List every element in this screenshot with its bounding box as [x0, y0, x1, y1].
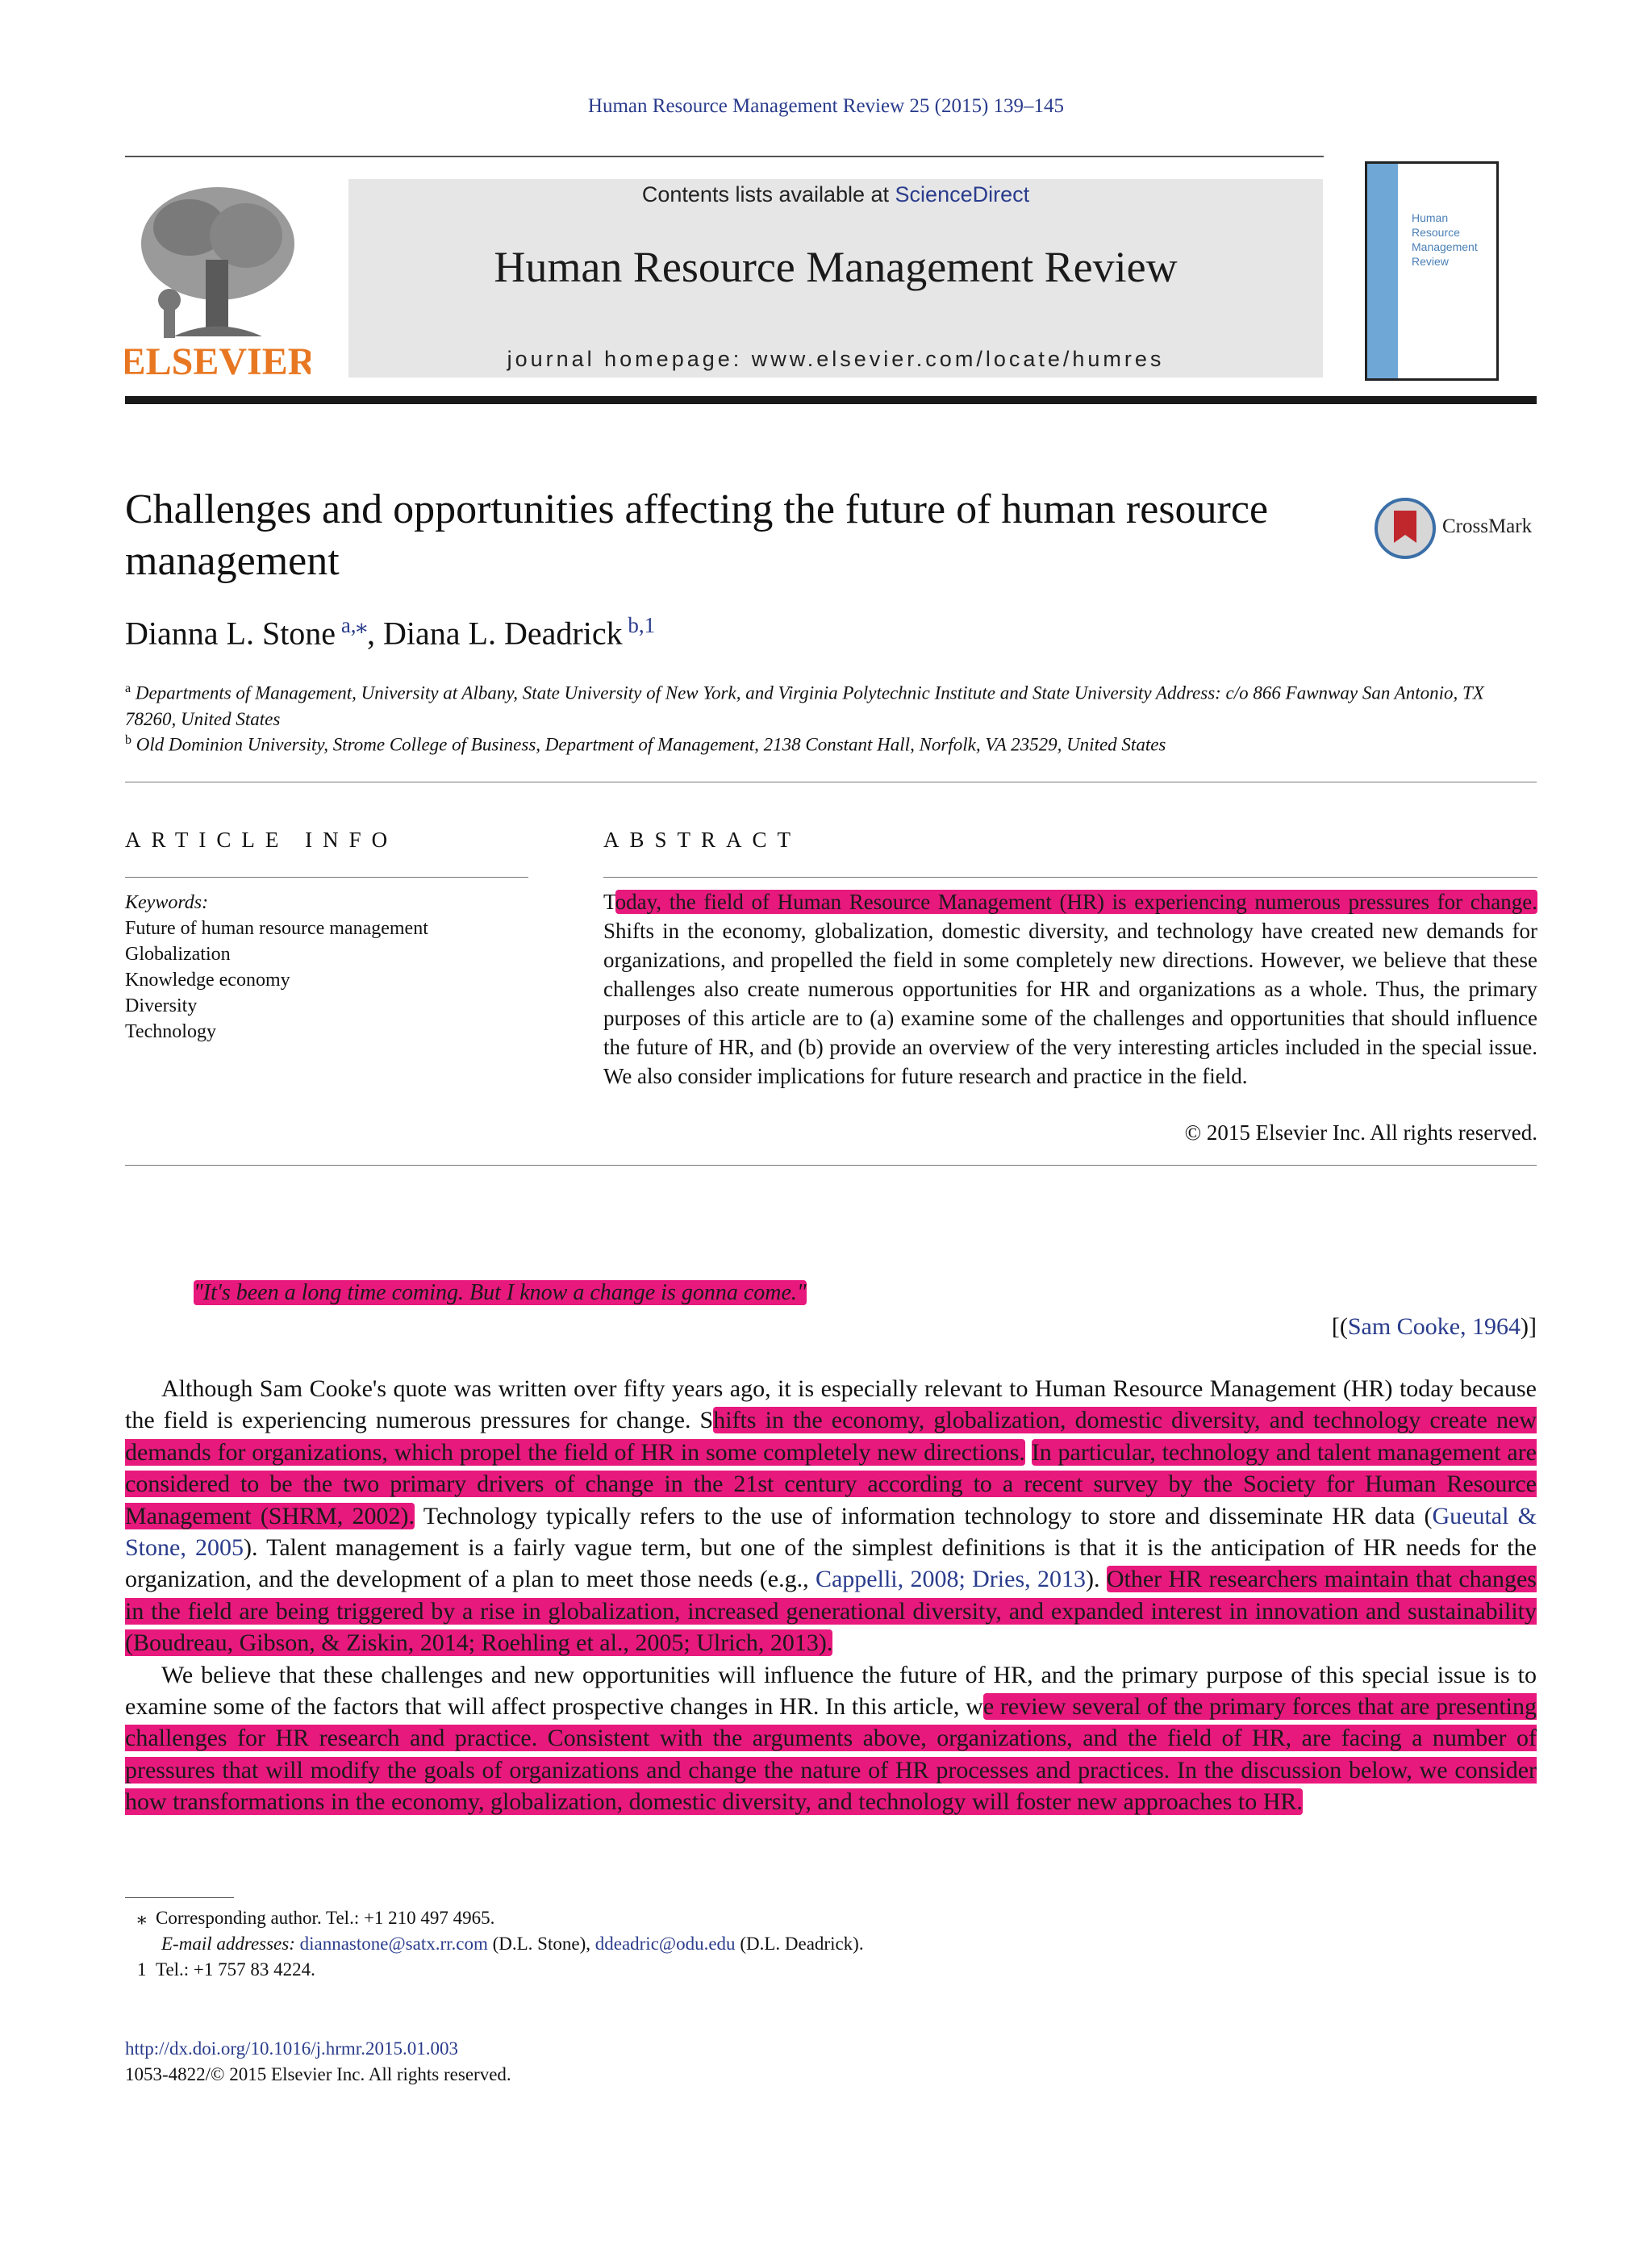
contents-prefix: Contents lists available at	[641, 182, 895, 207]
author-affil-mark[interactable]: a,⁎	[336, 613, 368, 637]
footnote-mark: ⁎	[137, 1908, 147, 1928]
journal-homepage[interactable]: journal homepage: www.elsevier.com/locate/humres	[507, 347, 1165, 371]
journal-citation[interactable]: Human Resource Management Review 25 (2015) 139–145	[587, 95, 1065, 117]
email-link[interactable]: diannastone@satx.rr.com	[299, 1934, 488, 1954]
crossmark-badge[interactable]	[1373, 496, 1542, 561]
body-text	[125, 1373, 1537, 1818]
epigraph-citation	[125, 1313, 1537, 1341]
header-thick-bar	[125, 396, 1537, 404]
cover-title-line: Management	[1412, 240, 1478, 253]
doi-link[interactable]: http://dx.doi.org/10.1016/j.hrmr.2015.01.003	[125, 2038, 458, 2059]
affil-text: Departments of Management, University at Albany, State University of New York, and Virginia Polytechnic Institute and State University Address: c/o 866 Fawnway San Antonio, TX 78260, United States	[125, 682, 1484, 729]
bracket: [(	[1331, 1313, 1348, 1340]
issn-line: 1053-4822/© 2015 Elsevier Inc. All rights reserved.	[125, 2064, 511, 2084]
author-name[interactable]: Diana L. Deadrick	[383, 615, 623, 652]
abstract-heading: ABSTRACT	[603, 828, 802, 852]
highlight[interactable]: "It's been a long time coming. But I know a change is gonna come."	[194, 1280, 807, 1305]
text-run: We believe that these challenges and new opportunities will influence the future of HR, and the primary purpose of this special issue is to examine some of the factors that will affect prospective changes in HR. In this article, w	[125, 1661, 1537, 1721]
abstract-plain: Shifts in the economy, globalization, domestic diversity, and technology have created new demands for organizations, and propelled the field in some completely new directions. However, we believe that these challenges also create numerous opportunities for HR and organizations as a whole. Thus, the primary purposes of this article are to (a) examine some of the challenges and opportunities that should influence the future of HR, and (b) provide an overview of the very interesting articles included in the special issue. We also consider implications for future research and practice in the field.	[603, 919, 1537, 1088]
affil-mark: b	[125, 733, 131, 747]
divider	[125, 877, 528, 878]
footnote-text: (D.L. Deadrick).	[735, 1934, 864, 1954]
article-title: Challenges and opportunities affecting the future of human resource management	[125, 486, 1269, 584]
cover-title	[1412, 211, 1496, 269]
elsevier-logo	[125, 179, 311, 381]
citation-link[interactable]: Sam Cooke, 1964	[1347, 1313, 1521, 1340]
cover-accent-stripe	[1367, 164, 1398, 378]
affiliation-b	[125, 728, 1537, 758]
epigraph-quote	[194, 1280, 807, 1306]
journal-cover[interactable]	[1365, 161, 1499, 381]
keyword: Globalization	[125, 944, 231, 965]
divider	[603, 877, 1537, 878]
abstract-copyright: © 2015 Elsevier Inc. All rights reserved.	[1184, 1120, 1537, 1145]
keywords-label: Keywords:	[125, 892, 209, 913]
text-run: ). Talent management is a fairly vague term, but one of the simplest definitions is that it is the anticipation of HR needs for the organization, and the development of a plan to meet those needs (e.g.,	[125, 1534, 1537, 1593]
highlight[interactable]: hifts in the economy, globalization, domestic diversity, and technology create new demands for organizations, which propel the field of HR in some completely new directions.	[125, 1407, 1537, 1466]
header-rule	[125, 156, 1324, 157]
publisher-wordmark: ELSEVIER	[125, 340, 311, 381]
text-run	[1025, 1439, 1032, 1466]
cover-title-line: Review	[1412, 255, 1449, 268]
footnote-mark: 1	[137, 1959, 147, 1980]
highlight[interactable]: oday, the field of Human Resource Management (HR) is experiencing numerous pressures for change.	[615, 890, 1537, 914]
affil-text: Old Dominion University, Strome College of Business, Department of Management, 2138 Constant Hall, Norfolk, VA 23529, United States	[136, 734, 1166, 755]
affil-mark: a	[125, 682, 131, 695]
tree-icon	[125, 179, 311, 381]
keyword: Knowledge economy	[125, 970, 290, 991]
author-separator: ,	[367, 615, 384, 652]
divider	[125, 1165, 1537, 1166]
footnote-text: Tel.: +1 757 83 4224.	[156, 1959, 315, 1980]
keyword: Future of human resource management	[125, 918, 428, 939]
citation-link[interactable]: Gueutal & Stone, 2005	[125, 1502, 1537, 1562]
author-list	[125, 613, 655, 652]
journal-title: Human Resource Management Review	[494, 243, 1178, 291]
contents-line	[348, 179, 1323, 207]
email-link[interactable]: ddeadric@odu.edu	[594, 1934, 736, 1954]
sciencedirect-link[interactable]: ScienceDirect	[895, 182, 1030, 207]
text-run: Technology typically refers to the use of information technology to store and disseminate HR data (	[415, 1502, 1433, 1529]
paragraph	[125, 1373, 1537, 1659]
paragraph	[125, 1659, 1537, 1818]
highlight[interactable]: Other HR researchers maintain that changes in the field are being triggered by a rise in globalization, increased generational diversity, and expanded interest in innovation and sustainability (Boudreau, Gibson, & Ziskin, 2014; Roehling et al., 2005; Ulrich, 2013).	[125, 1566, 1537, 1657]
footnote-corresponding	[137, 1905, 494, 1931]
citation-link[interactable]: Cappelli, 2008; Dries, 2013	[815, 1566, 1086, 1593]
footnote-email	[161, 1931, 864, 1957]
abstract-text	[603, 887, 1537, 1091]
highlight[interactable]: In particular, technology and talent management are considered to be the two primary drivers of change in the 21st century according to a recent survey by the Society for Human Resource Management (SHRM, 2002).	[125, 1438, 1537, 1529]
footnote-text: (D.L. Stone),	[487, 1934, 595, 1954]
crossmark-icon	[1373, 496, 1437, 561]
footnote-text: Corresponding author. Tel.: +1 210 497 4965.	[156, 1908, 495, 1928]
author-affil-mark[interactable]: b,1	[622, 613, 656, 637]
keyword: Technology	[125, 1021, 216, 1042]
text-run: ).	[1085, 1566, 1107, 1593]
abstract-plain: T	[603, 890, 615, 914]
footnote-rule	[125, 1897, 234, 1898]
cover-title-line: Human Resource	[1412, 211, 1460, 239]
article-info-heading: ARTICLE INFO	[125, 828, 398, 852]
author-name[interactable]: Dianna L. Stone	[125, 615, 336, 652]
text-run: Although Sam Cooke's quote was written over fifty years ago, it is especially relevant to Human Resource Management (HR) today because the field is experiencing numerous pressures for change. S	[125, 1375, 1537, 1434]
affiliation-a	[125, 676, 1537, 732]
highlight[interactable]: e review several of the primary forces that are presenting challenges for HR research and practice. Consistent with the arguments above, organizations, and the field of HR, are facing a number of pressures that will modify the goals of organizations and change the nature of HR processes and practices. In the discussion below, we consider how transformations in the economy, globalization, domestic diversity, and technology will foster new approaches to HR.	[125, 1693, 1537, 1816]
email-label: E-mail addresses:	[161, 1934, 295, 1954]
bracket: )]	[1521, 1313, 1537, 1340]
footnote-1	[137, 1957, 315, 1983]
crossmark-label: CrossMark	[1442, 515, 1533, 537]
keyword: Diversity	[125, 995, 198, 1016]
